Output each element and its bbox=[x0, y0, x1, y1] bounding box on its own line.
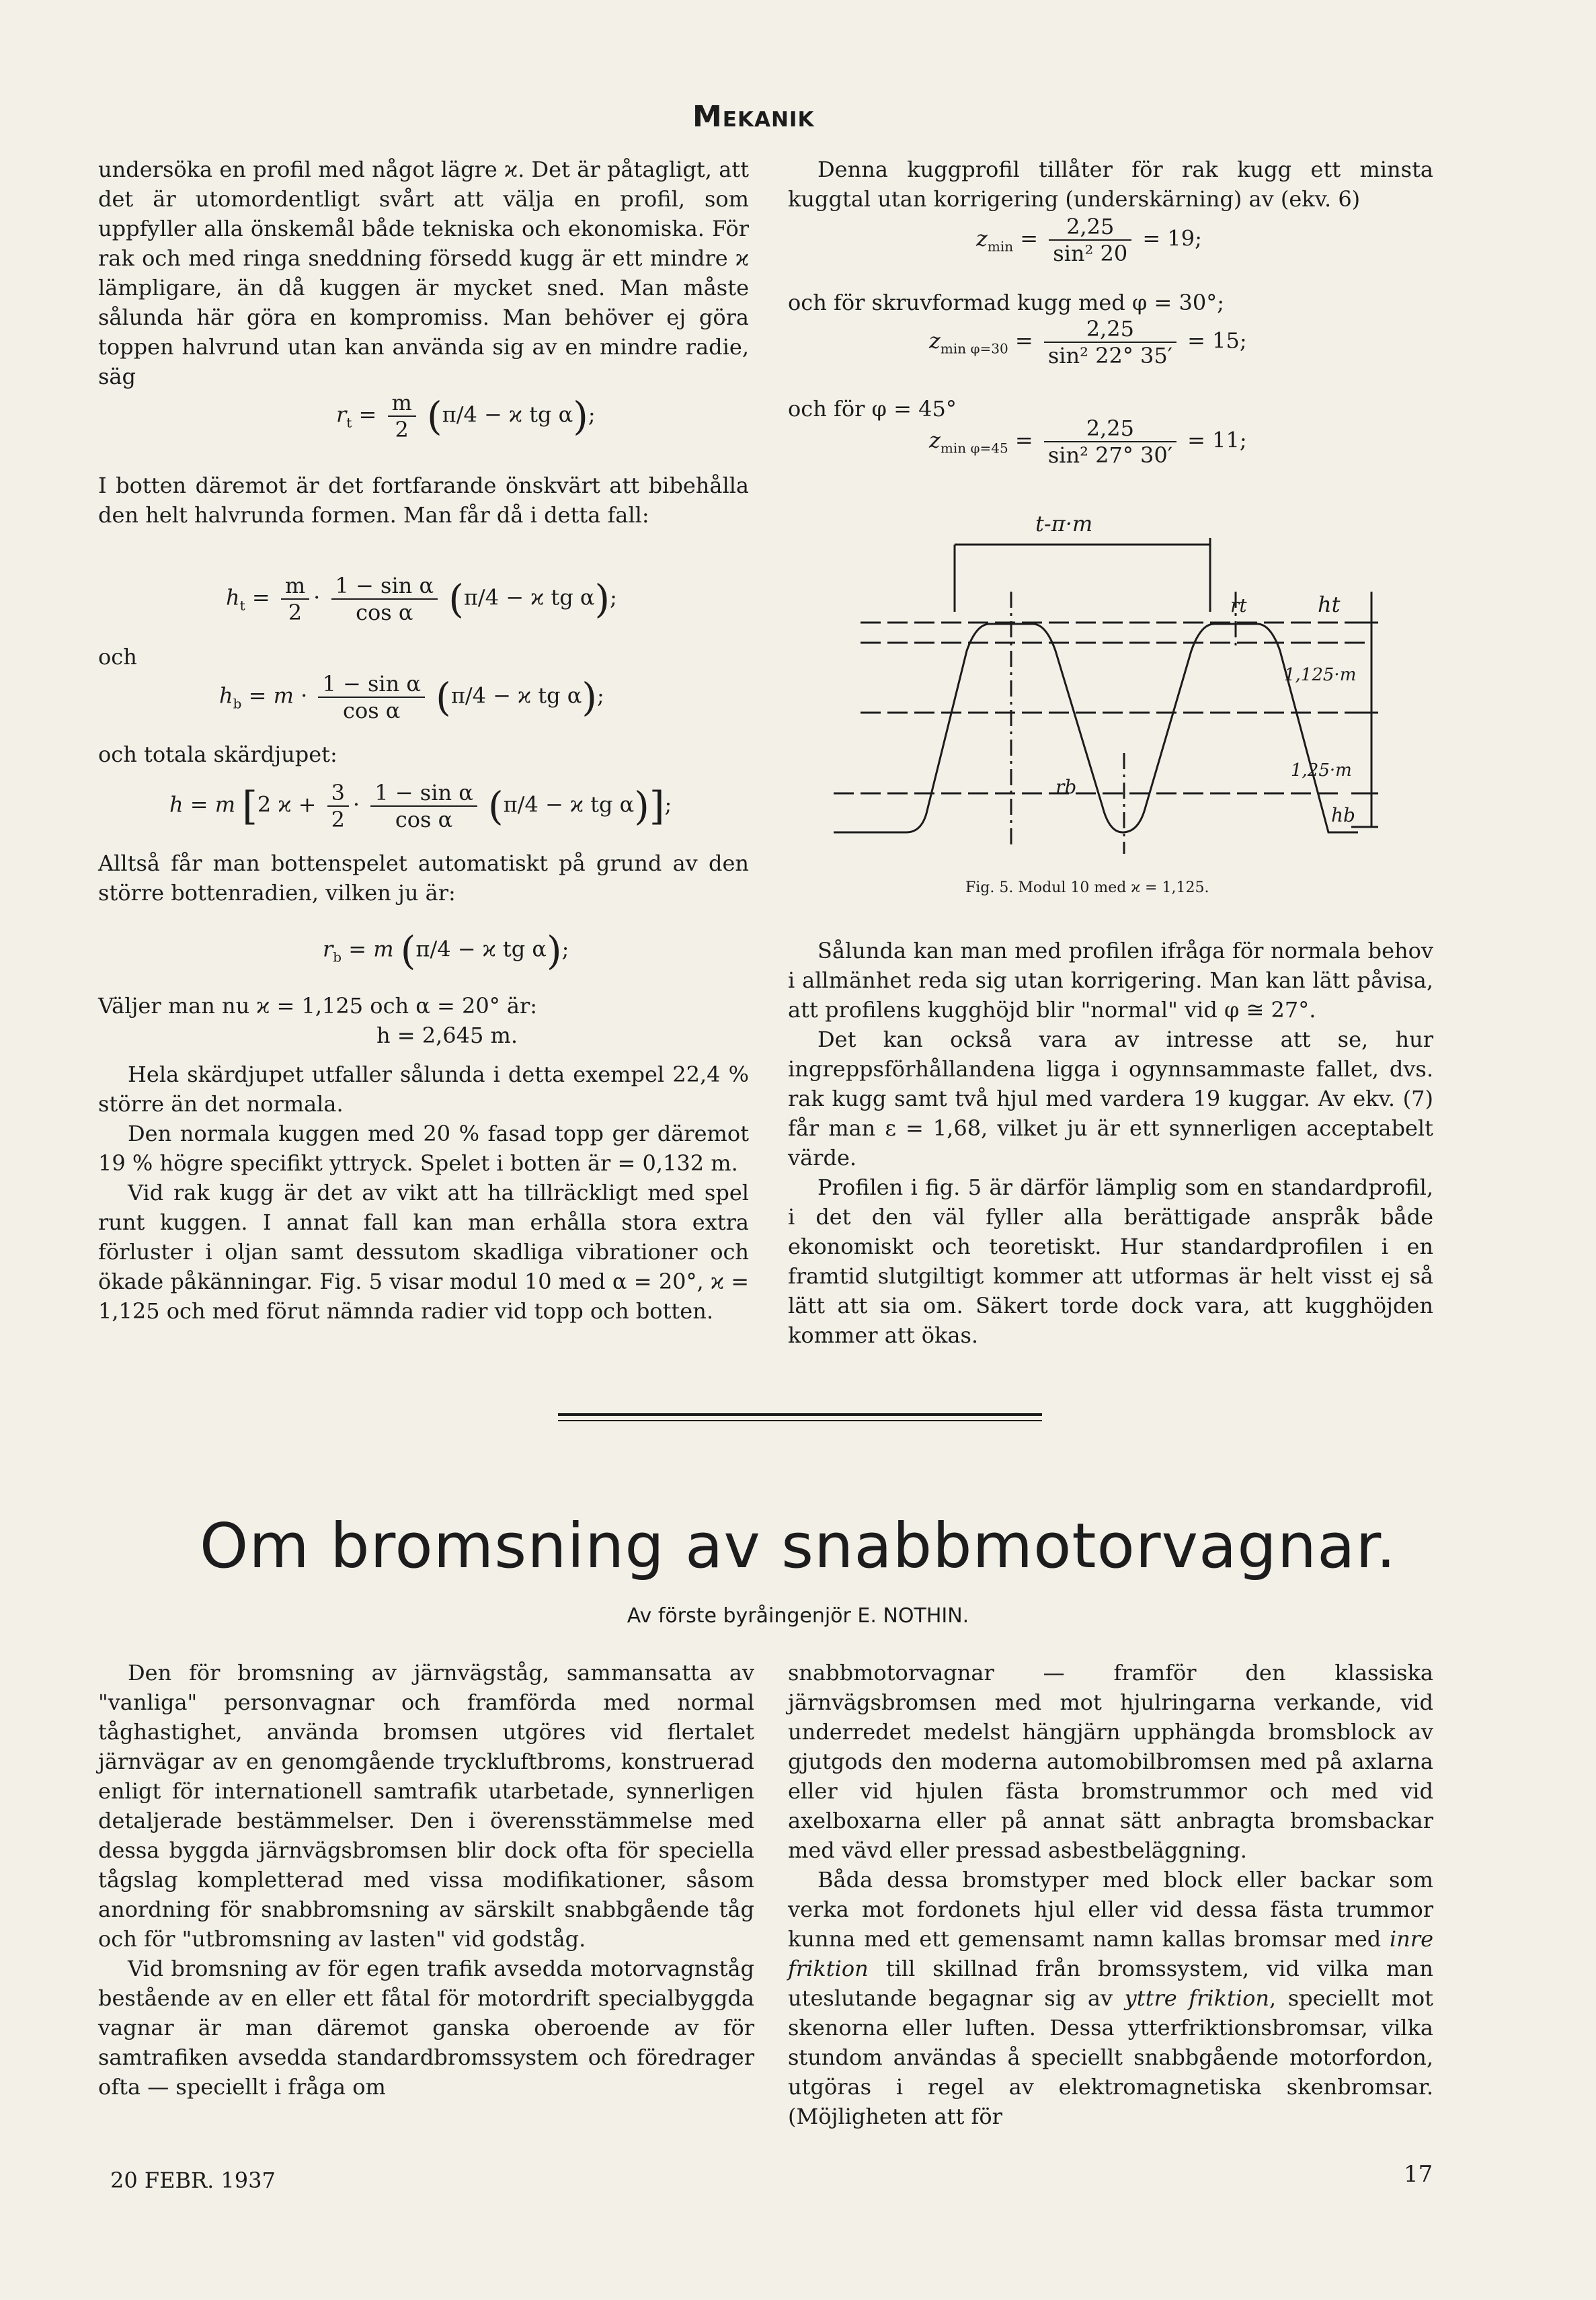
paragraph: och för φ = 45° bbox=[788, 396, 957, 422]
equation-zmin-45: $z_{min \varphi=45}$ = $\frac{2,25}{\text{sin² 27° 30′}}$ = 11; bbox=[929, 415, 1247, 468]
equation-rt: $r_t$ = $\frac{m}{2}$ (π/4 − ϰ tg α); bbox=[336, 390, 596, 442]
paragraph: Det kan också vara av intresse att se, hur ingreppsförhållandena ligga i ogynnsammaste fallet, dvs. rak kugg samt två hjul med vardera 19 kuggar. Av ekv. (7) får man ε = 1,68, vilket ju är ett synnerligen acceptabelt värde. bbox=[788, 1027, 1433, 1171]
paragraph: Alltså får man bottenspelet automatiskt på grund av den större bottenradien, vilken ju är: bbox=[98, 850, 749, 906]
equation-zmin-30: $z_{min \varphi=30}$ = $\frac{2,25}{\text{sin² 22° 35′}}$ = 15; bbox=[929, 316, 1247, 368]
equation-ht: $h_t$ = $\frac{m}{2}$ · $\frac{\text{1 − sin α}}{\text{cos α}}$ (π/4 − ϰ tg α); bbox=[226, 573, 617, 625]
paragraph: Profilen i fig. 5 är därför lämplig som en standardprofil, i det den väl fyller alla berättigade anspråk både ekonomiskt och teoretiskt. Hur standardprofilen i en framtid slutgiltigt kommer att utformas är helt visst ej så lätt att sia om. Säkert torde dock vara, att kugghöjden kommer att ökas. bbox=[788, 1175, 1433, 1348]
paragraph: Vid bromsning av för egen trafik avsedda motorvagnståg bestående av en eller ett fåtal för motordrift specialbyggda vagnar är man däremot ganska oberoende av för samtrafiken avsedda standardbromssystem och föredrager ofta — speciellt i fråga om bbox=[98, 1956, 754, 2100]
paragraph: Denna kuggprofil tillåter för rak kugg ett minsta kuggtal utan korrigering (underskärning) av (ekv. 6) bbox=[788, 157, 1433, 212]
paragraph: Vid rak kugg är det av vikt att ha tillräckligt med spel runt kuggen. I annat fall kan man erhålla stora extra förluster i oljan samt dessutom skadliga vibrationer och ökade påkänningar. Fig. 5 visar modul 10 med α = 20°, ϰ = 1,125 och med förut nämnda radier vid topp och botten. bbox=[98, 1180, 749, 1324]
page-number: 17 bbox=[1404, 2161, 1433, 2188]
paragraph: Båda dessa bromstyper med block eller backar som verka mot fordonets hjul eller vid dessa fästa trummor kunna med ett gemensamt namn kallas bromsar med inre friktion till skillnad från bromssystem, vid vilka man uteslutande begagnar sig av yttre friktion, speciellt mot skenorna eller luften. Dessa ytterfriktionsbromsar, vilka stundom användas å speciellt snabbgående motorfordon, utgöras i regel av elektromagnetiska skenbromsar. (Möjligheten att för bbox=[788, 1867, 1433, 2129]
equation-zmin: $z_{min}$ = $\frac{2,25}{\text{sin² 20}}$ = 19; bbox=[976, 214, 1202, 266]
label-och: och bbox=[98, 644, 137, 670]
fig-rt-label: rt bbox=[1230, 594, 1247, 617]
article-byline: Av förste byråingenjör E. NOTHIN. bbox=[627, 1604, 969, 1628]
paragraph: Den normala kuggen med 20 % fasad topp ger däremot 19 % högre specifikt yttryck. Spelet i botten är = 0,132 m. bbox=[98, 1121, 749, 1176]
figure-caption: Fig. 5. Modul 10 med ϰ = 1,125. bbox=[965, 879, 1209, 896]
fig-pitch-label: t-π·m bbox=[1035, 511, 1093, 537]
equation-h: h = m [2 ϰ + $\frac{3}{2}$ · $\frac{\text{1 − sin α}}{\text{cos α}}$ (π/4 − ϰ tg α)]; bbox=[169, 780, 672, 832]
article-left-column bbox=[98, 1658, 754, 2102]
paragraph: och för skruvformad kugg med φ = 30°; bbox=[788, 290, 1224, 315]
equation-h-value: h = 2,645 m. bbox=[376, 1023, 518, 1048]
left-column-top bbox=[98, 155, 749, 391]
fig-label-125m: 1,25·m bbox=[1291, 760, 1352, 781]
paragraph: Den för bromsning av järnvägståg, sammansatta av "vanliga" personvagnar och framförda med normal tåghastighet, använda bromsen utgöres vid flertalet järnvägar av en genomgående tryckluftbroms, konstruerad enligt för internationell samtrafik utarbetade, synnerligen detaljerade bestämmelser. Den i överensstämmelse med dessa byggda järnvägsbromsen blir dock ofta för speciella tågslag kompletterad med vissa modifikationer, såsom anordning för snabbromsning av särskilt snabbgående tåg och för "utbromsning av lasten" vid godståg. bbox=[98, 1660, 754, 1952]
label-totala: och totala skärdjupet: bbox=[98, 742, 337, 767]
fig-rb-label: rb bbox=[1055, 776, 1077, 798]
right-column-top bbox=[788, 155, 1433, 214]
equation-hb: $h_b = m$ · $\frac{\text{1 − sin α}}{\text{cos α}}$ (π/4 − ϰ tg α); bbox=[219, 671, 604, 723]
fig-hb-label: hb bbox=[1331, 804, 1355, 826]
paragraph: I botten däremot är det fortfarande önskvärt att bibehålla den helt halvrunda formen. Man får då i detta fall: bbox=[98, 473, 749, 528]
equation-rb: $r_b = m$ (π/4 − ϰ tg α); bbox=[323, 928, 569, 974]
paragraph: snabbmotorvagnar — framför den klassiska järnvägsbromsen med mot hjulringarna verkande, vid underredet medelst hängjärn upphängda bromsblock av gjutgods den moderna automobilbromsen med på axlarna eller vid hjulen fästa bromstrummor och med vid axelboxarna eller på annat sätt anbragta bromsbackar med vävd eller pressad asbestbeläggning. bbox=[788, 1660, 1433, 1863]
section-header: Mekanik bbox=[692, 100, 815, 134]
footer-date: 20 FEBR. 1937 bbox=[110, 2168, 276, 2193]
fig-label-1125m: 1,125·m bbox=[1284, 665, 1357, 685]
fig-ht-label: ht bbox=[1318, 592, 1341, 617]
gear-profile-figure bbox=[820, 511, 1445, 861]
section-divider bbox=[558, 1413, 1042, 1421]
article-right-column bbox=[788, 1658, 1433, 2131]
paragraph: Sålunda kan man med profilen ifråga för normala behov i allmänhet reda sig utan korrigering. Man kan lätt påvisa, att profilens kugghöjd blir "normal" vid φ ≅ 27°. bbox=[788, 938, 1433, 1023]
paragraph: undersöka en profil med något lägre ϰ. Det är påtagligt, att det är utomordentligt svårt att välja en profil, som uppfyller alla önskemål både tekniska och ekonomiska. För rak och med ringa sneddning försedd kugg är ett mindre ϰ lämpligare, än då kuggen är mycket sned. Man måste sålunda här göra en kompromiss. Man behöver ej göra toppen halvrund utan kan använda sig av en mindre radie, säg bbox=[98, 157, 749, 389]
paragraph: Väljer man nu ϰ = 1,125 och α = 20° är: bbox=[98, 993, 538, 1019]
paragraph: Hela skärdjupet utfaller sålunda i detta exempel 22,4 % större än det normala. bbox=[98, 1062, 749, 1117]
article-title: Om bromsning av snabbmotorvagnar. bbox=[199, 1510, 1397, 1582]
